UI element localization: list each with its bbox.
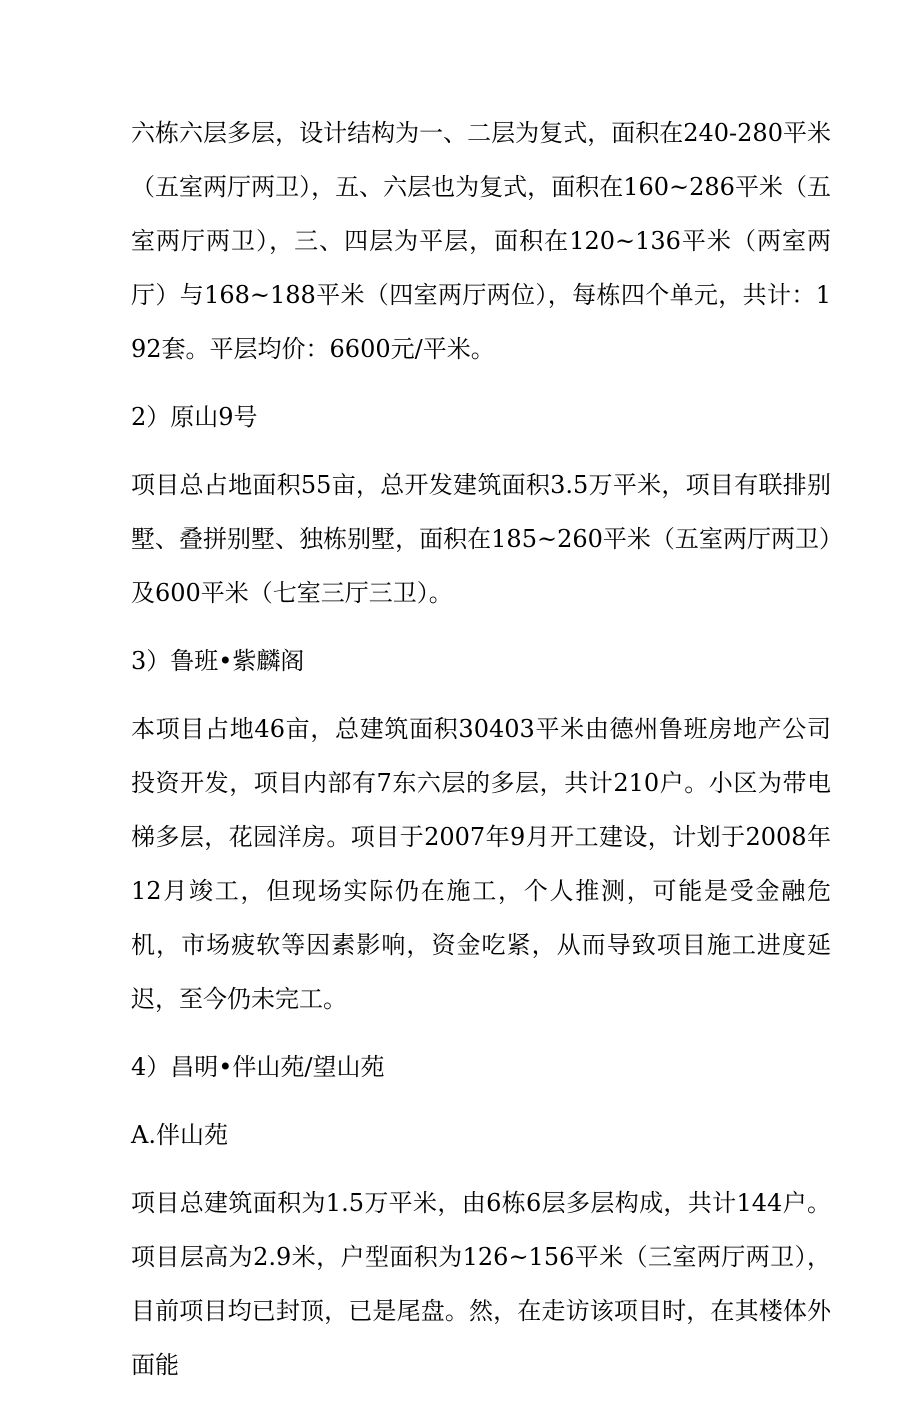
heading-changming: 4）昌明•伴山苑/望山苑 bbox=[131, 1053, 385, 1081]
paragraph-building-layout: 六栋六层多层，设计结构为一、二层为复式，面积在240-280平米（五室两厅两卫），五、六层也为复式，面积在160~286平米（五室两厅两卫），三、四层为平层，面积在120~136平米（两室两厅）与168~188平米（四室两厅两位），每栋四个单元，共计：192套。平层均价：6600元/平米。 bbox=[131, 119, 831, 363]
heading-luban-zilinge: 3）鲁班•紫麟阁 bbox=[131, 647, 305, 675]
paragraph-banshanyuan: 项目总建筑面积为1.5万平米，由6栋6层多层构成，共计144户。项目层高为2.9米，户型面积为126~156平米（三室两厅两卫），目前项目均已封顶，已是尾盘。然，在走访该项目时，在其楼体外面能 bbox=[131, 1189, 831, 1379]
paragraph-luban-zilinge: 本项目占地46亩，总建筑面积30403平米由德州鲁班房地产公司投资开发，项目内部有7东六层的多层，共计210户。小区为带电梯多层，花园洋房。项目于2007年9月开工建设，计划于2008年12月竣工，但现场实际仍在施工，个人推测，可能是受金融危机，市场疲软等因素影响，资金吃紧，从而导致项目施工进度延迟，至今仍未完工。 bbox=[131, 715, 831, 1013]
document-body bbox=[131, 106, 831, 1406]
subheading-banshanyuan: A.伴山苑 bbox=[131, 1121, 228, 1149]
paragraph-yuanshan-9: 项目总占地面积55亩，总开发建筑面积3.5万平米，项目有联排别墅、叠拼别墅、独栋别墅，面积在185~260平米（五室两厅两卫）及600平米（七室三厅三卫）。 bbox=[131, 471, 831, 607]
heading-yuanshan-9: 2）原山9号 bbox=[131, 403, 258, 431]
